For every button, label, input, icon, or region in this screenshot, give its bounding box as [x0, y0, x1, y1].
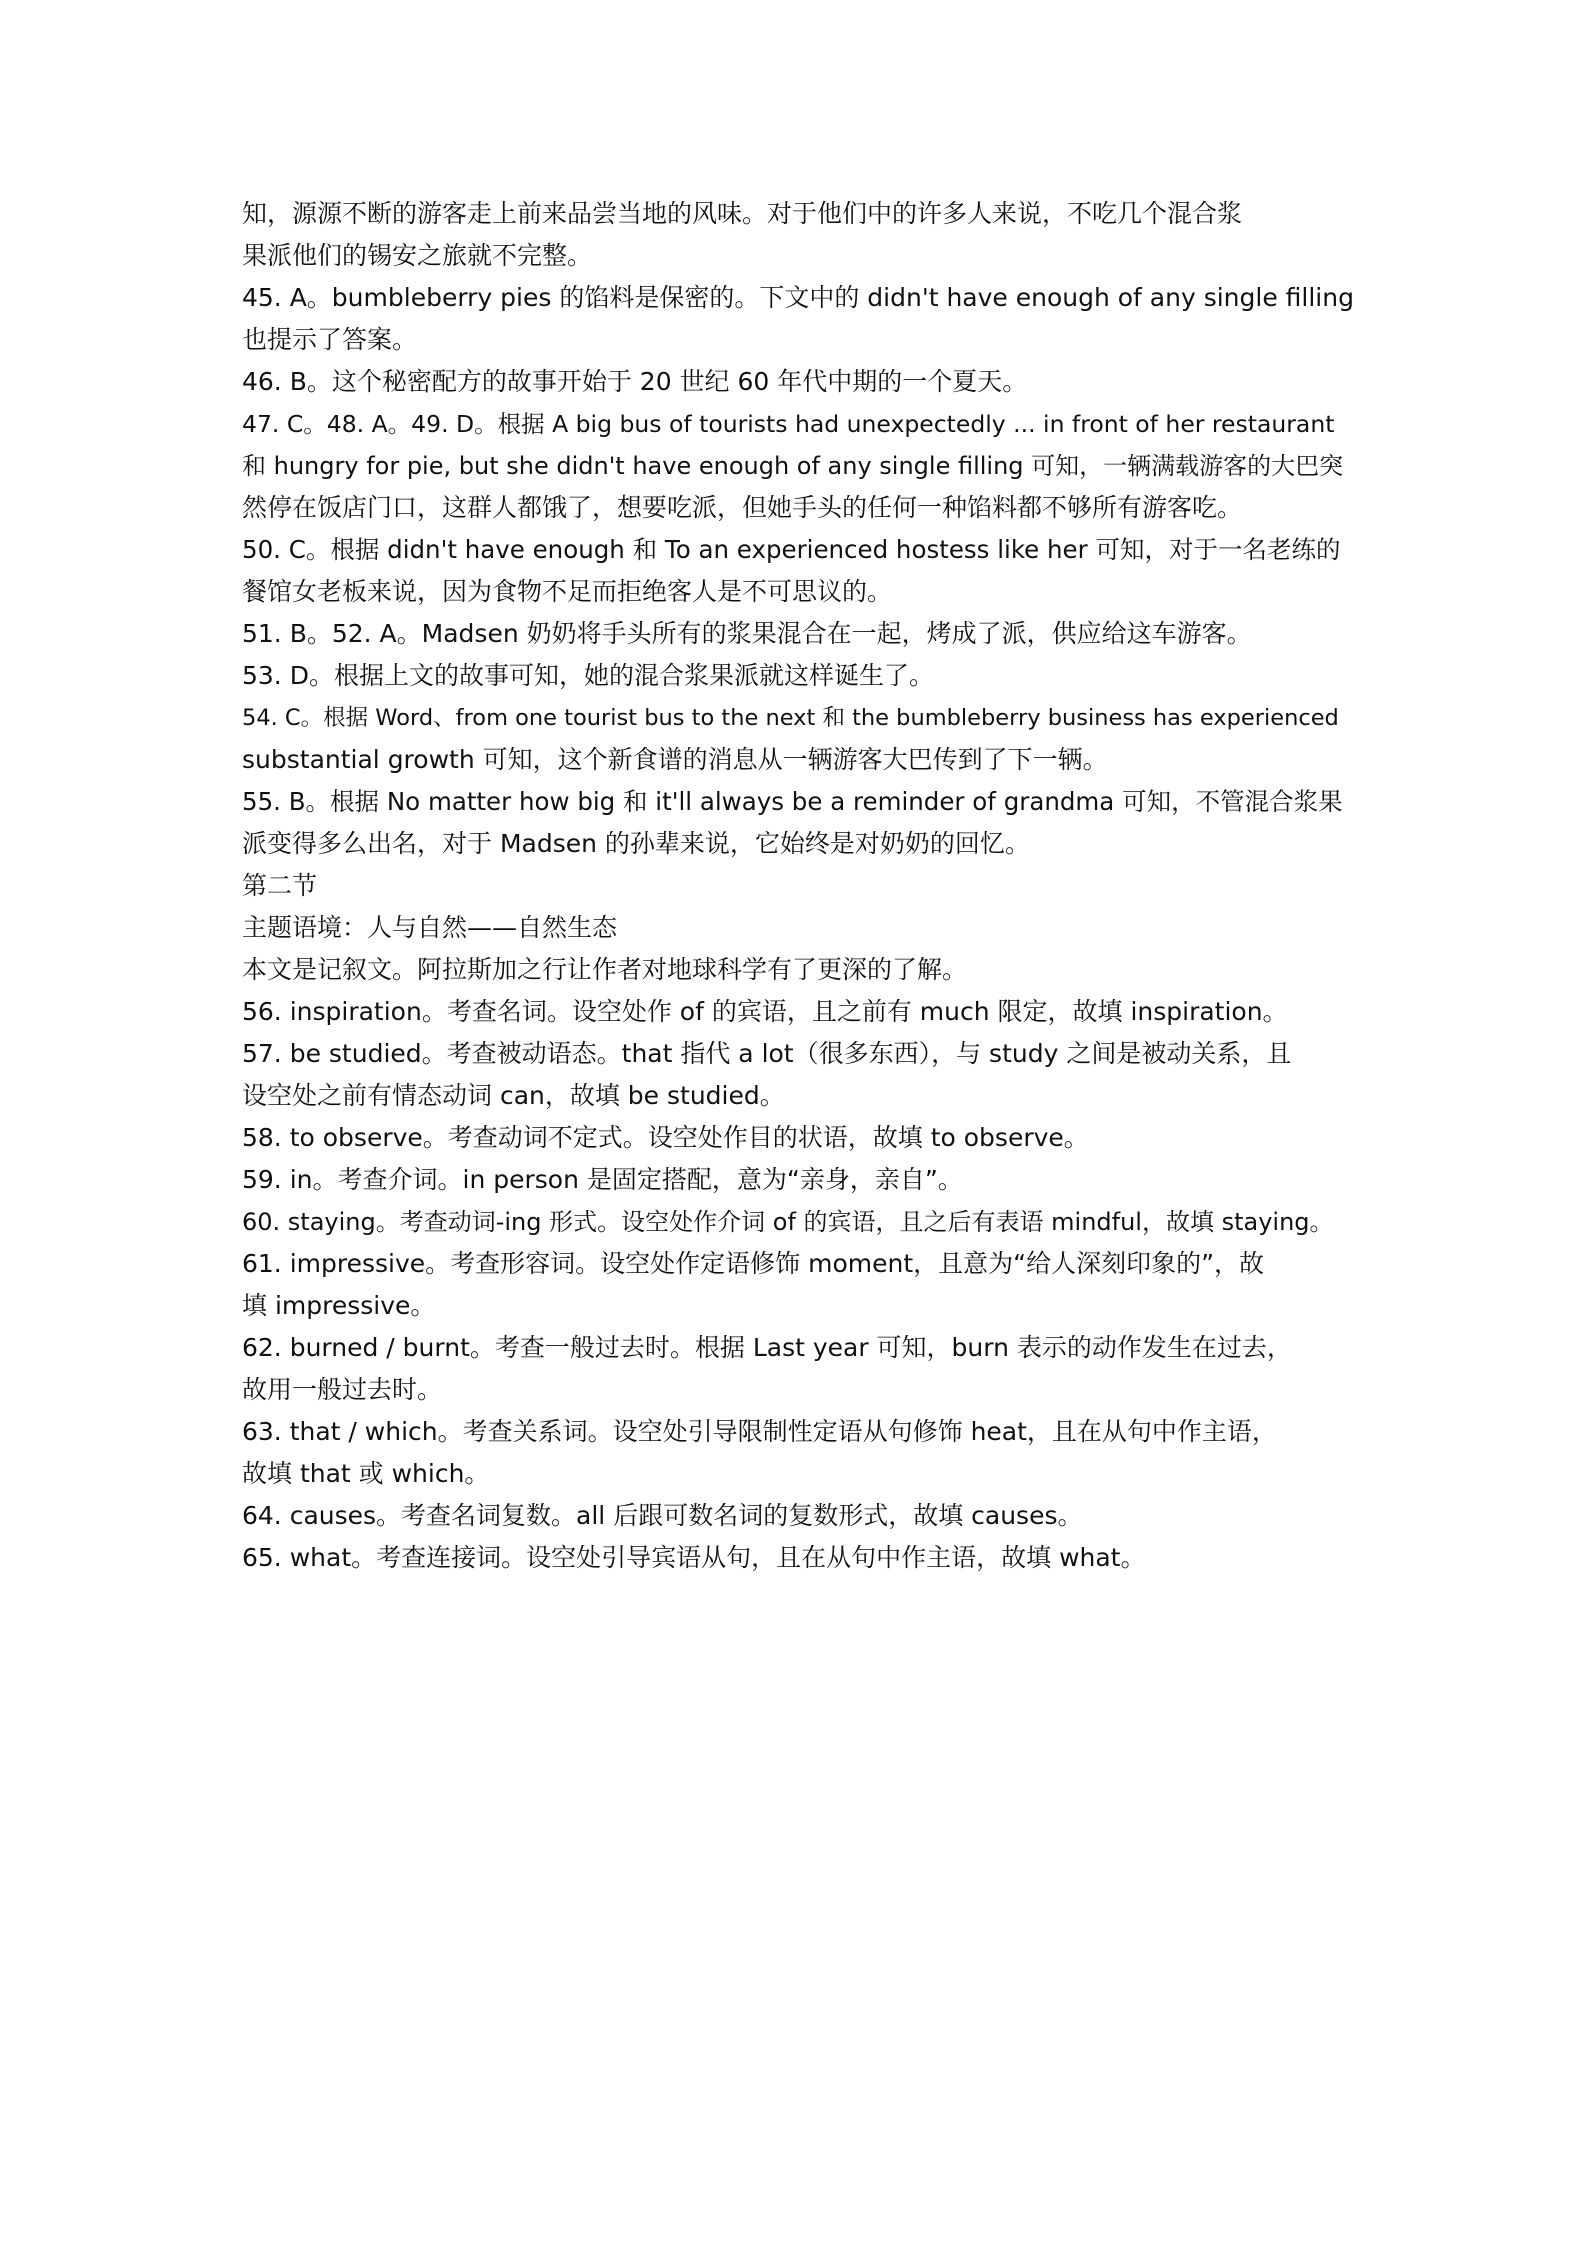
text-line: 知，源源不断的游客走上前来品尝当地的风味。对于他们中的许多人来说，不吃几个混合浆	[242, 199, 1243, 228]
answer-64: 64. causes。考查名词复数。all 后跟可数名词的复数形式，故填 causes。	[242, 1501, 1083, 1530]
answer-47-49: 47. C。48. A。49. D。根据 A big bus of tourists had unexpectedly ... in front of her restaurant	[242, 410, 1335, 438]
text-line: 故用一般过去时。	[242, 1375, 443, 1404]
text-line: 果派他们的锡安之旅就不完整。	[242, 241, 593, 270]
passage-summary: 本文是记叙文。阿拉斯加之行让作者对地球科学有了更深的了解。	[242, 955, 968, 984]
text-line: 设空处之前有情态动词 can，故填 be studied。	[242, 1081, 785, 1110]
text-line: 然停在饭店门口，这群人都饿了，想要吃派，但她手头的任何一种馅料都不够所有游客吃。	[242, 493, 1243, 522]
text-line: 也提示了答案。	[242, 325, 418, 354]
text-line: substantial growth 可知，这个新食谱的消息从一辆游客大巴传到了下一辆。	[242, 745, 1108, 774]
answer-58: 58. to observe。考查动词不定式。设空处作目的状语，故填 to observe。	[242, 1123, 1089, 1152]
answer-45: 45. A。bumbleberry pies 的馅料是保密的。下文中的 didn't have enough of any single filling	[242, 283, 1354, 312]
answer-51-52: 51. B。52. A。Madsen 奶奶将手头所有的浆果混合在一起，烤成了派，供应给这车游客。	[242, 619, 1252, 648]
answer-62: 62. burned / burnt。考查一般过去时。根据 Last year 可知，burn 表示的动作发生在过去，	[242, 1333, 1292, 1362]
section-heading: 第二节	[242, 871, 318, 900]
answer-54: 54. C。根据 Word、from one tourist bus to the next 和 the bumbleberry business has experienced	[242, 705, 1339, 731]
answer-57: 57. be studied。考查被动语态。that 指代 a lot（很多东西），与 study 之间是被动关系，且	[242, 1039, 1292, 1068]
answer-explanation-page	[242, 193, 1354, 1579]
answer-50: 50. C。根据 didn't have enough 和 To an experienced hostess like her 可知，对于一名老练的	[242, 535, 1341, 564]
text-line: 故填 that 或 which。	[242, 1459, 490, 1488]
text-line: 餐馆女老板来说，因为食物不足而拒绝客人是不可思议的。	[242, 577, 893, 606]
text-line: 和 hungry for pie, but she didn't have enough of any single filling 可知，一辆满载游客的大巴突	[242, 452, 1344, 480]
answer-53: 53. D。根据上文的故事可知，她的混合浆果派就这样诞生了。	[242, 661, 934, 690]
answer-60: 60. staying。考查动词-ing 形式。设空处作介词 of 的宾语，且之后有表语 mindful，故填 staying。	[242, 1208, 1334, 1236]
answer-55: 55. B。根据 No matter how big 和 it'll always be a reminder of grandma 可知，不管混合浆果	[242, 787, 1343, 816]
answer-56: 56. inspiration。考查名词。设空处作 of 的宾语，且之前有 much 限定，故填 inspiration。	[242, 997, 1288, 1026]
text-line: 派变得多么出名，对于 Madsen 的孙辈来说，它始终是对奶奶的回忆。	[242, 829, 1030, 858]
text-line: 填 impressive。	[242, 1291, 436, 1320]
answer-63: 63. that / which。考查关系词。设空处引导限制性定语从句修饰 heat，且在从句中作主语，	[242, 1417, 1277, 1446]
answer-61: 61. impressive。考查形容词。设空处作定语修饰 moment，且意为“给人深刻印象的”，故	[242, 1249, 1265, 1278]
answer-46: 46. B。这个秘密配方的故事开始于 20 世纪 60 年代中期的一个夏天。	[242, 367, 1028, 396]
answer-59: 59. in。考查介词。in person 是固定搭配，意为“亲身，亲自”。	[242, 1165, 963, 1194]
theme-context: 主题语境：人与自然——自然生态	[242, 913, 618, 942]
answer-65: 65. what。考查连接词。设空处引导宾语从句，且在从句中作主语，故填 what。	[242, 1543, 1146, 1572]
